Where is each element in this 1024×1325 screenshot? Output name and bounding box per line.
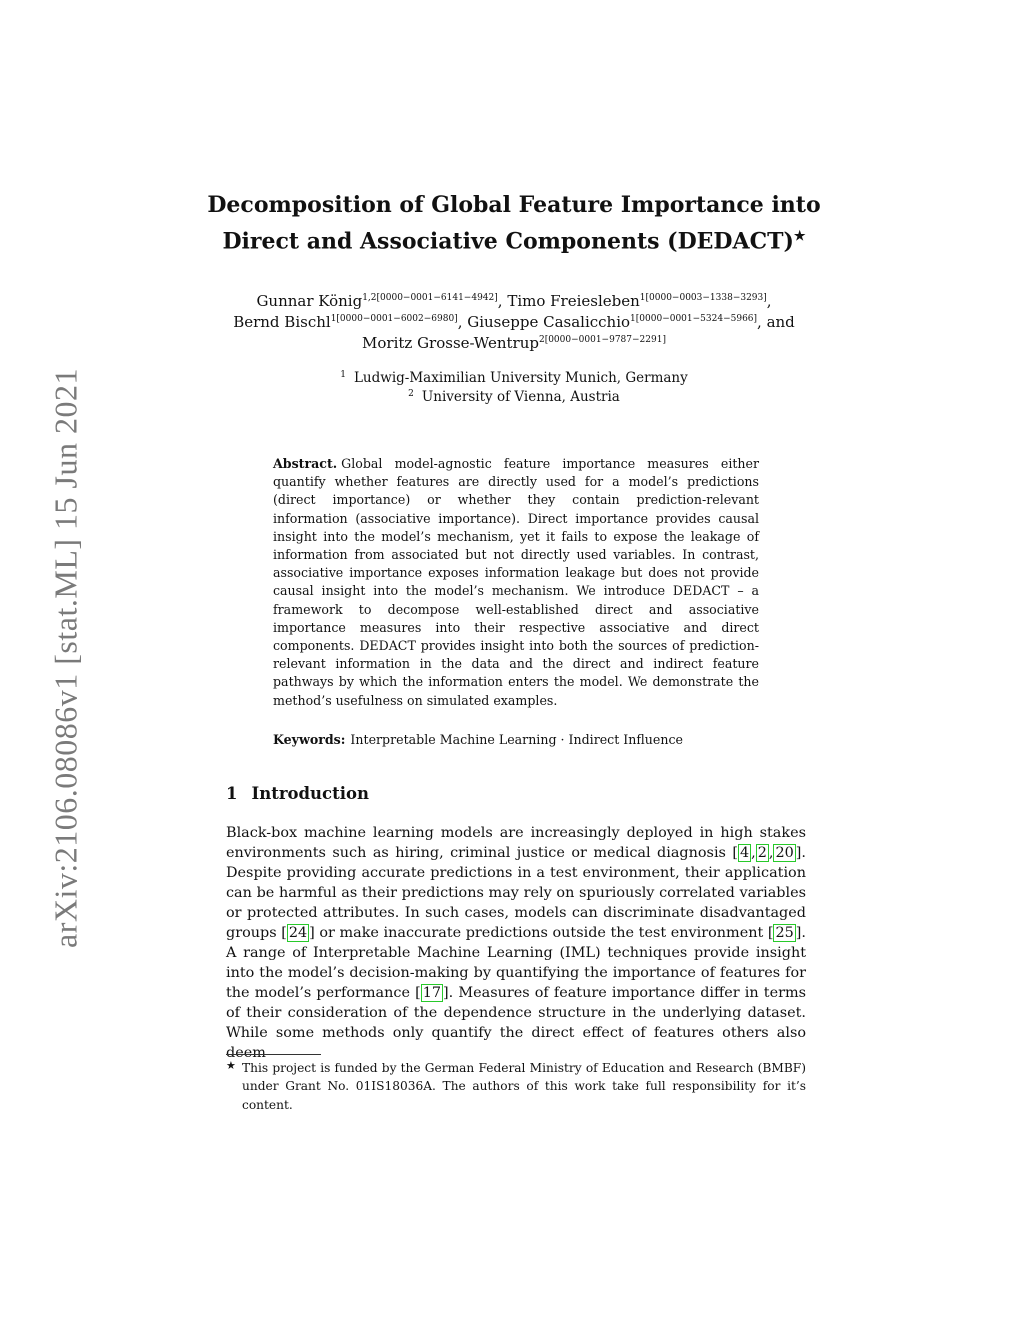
author-orcid[interactable]: 1[0000−0003−1338−3293] xyxy=(639,293,767,303)
section-title: Introduction xyxy=(251,784,369,803)
abstract-text: Global model-agnostic feature importance measures either quantify whether features are directly used for a model’s predictions (direct importance) or whether they contain prediction-relevant information (associative importance). Direct importance provides causal insight into the model’s mechanism, yet it fails to expose the leakage of information from associated but not directly used variables. In contrast, associative importance exposes information leakage but does not provide causal insight into the model’s mechanism. We introduce DEDACT – a framework to decompose well-established direct and associative importance measures into their respective associative and direct components. DEDACT provides insight into both the sources of prediction-relevant information in the data and the direct and indirect feature pathways by which the information enters the model. We demonstrate the method’s usefulness on simulated examples. xyxy=(273,456,759,708)
introduction-paragraph: Black-box machine learning models are increasingly deployed in high stakes environments such as hiring, criminal justice or medical diagnosis [ 4 , 2 , 20 ]. Despite providing accurate predictions in a test environment, their application can be harmful as their predictions may rely on spuriously correlated variables or protected attributes. In such cases, models can discriminate disadvantaged groups [ 24 ] or make inaccurate predictions outside the test environment [ 25 ]. A range of Interpretable Machine Learning (IML) techniques provide insight into the model’s decision-making by quantifying the importance of features for the model’s performance [ 17 ]. Measures of feature importance differ in terms of their consideration of the dependence structure in the underlying dataset. While some methods only quantify the direct effect of features others also deem xyxy=(226,825,806,1061)
keywords xyxy=(273,731,759,749)
citation-link[interactable]: 17 xyxy=(422,985,442,1001)
affiliation-item: $^1$ Ludwig-Maximilian University Munich, Germany xyxy=(340,370,688,386)
affiliation-item: $^2$ University of Vienna, Austria xyxy=(408,389,620,405)
footnote-text: This project is funded by the German Federal Ministry of Education and Research (BMBF) under Grant No. 01IS18036A. The authors of this work take full responsibility for it’s content. xyxy=(242,1061,806,1112)
citation-link[interactable]: 25 xyxy=(775,925,794,941)
arxiv-identifier-stamp: arXiv:2106.08086v1 [stat.ML] 15 Jun 2021 xyxy=(47,368,84,948)
author-name: Giuseppe Casalicchio xyxy=(467,313,631,331)
citation-link[interactable]: 20 xyxy=(775,845,794,861)
author-orcid[interactable]: 2[0000−0001−9787−2291] xyxy=(538,335,666,345)
footnote-divider xyxy=(226,1054,321,1055)
section-number: 1 xyxy=(226,784,238,803)
section-heading-introduction xyxy=(226,782,806,806)
citation-link[interactable]: 4 xyxy=(740,845,750,861)
title-line-1: Decomposition of Global Feature Importance into xyxy=(207,192,821,218)
citation-link[interactable]: 24 xyxy=(288,925,308,941)
author-name: Timo Freiesleben xyxy=(507,292,640,310)
title-line-2: Direct and Associative Components (DEDACT)★ xyxy=(222,228,806,255)
keywords-text: Interpretable Machine Learning · Indirect Influence xyxy=(350,732,683,747)
affiliation-list xyxy=(200,369,828,407)
author-orcid[interactable]: 1[0000−0001−5324−5966] xyxy=(630,314,758,324)
author-orcid[interactable]: 1,2[0000−0001−6141−4942] xyxy=(362,293,498,303)
author-name: Bernd Bischl xyxy=(233,313,331,331)
keywords-label: Keywords: xyxy=(273,732,346,747)
author-name: Gunnar König xyxy=(256,292,363,310)
citation-link[interactable]: 2 xyxy=(757,845,767,861)
author-orcid[interactable]: 1[0000−0001−6002−6980] xyxy=(330,314,458,324)
paper-title xyxy=(200,190,828,257)
abstract xyxy=(273,455,759,710)
author-list: Gunnar König$^{1,2[0000-0001-6141-4942]}$, Timo Freiesleben$^{1[0000-0003-1338-3293]}$, Bernd Bischl$^{1[0000-0001-6002-6980]}$, Giuseppe Casalicchio$^{1[0000-0001-5324-5966]}$, and Moritz Grosse-Wentrup$^{2[0000-0001-9787-2291]}$ xyxy=(233,292,795,352)
abstract-label: Abstract. xyxy=(273,456,338,471)
title-footnote-mark[interactable]: ★ xyxy=(793,229,806,244)
author-name: Moritz Grosse-Wentrup xyxy=(362,334,539,352)
footnote: ★ This project is funded by the German Federal Ministry of Education and Research (BMBF) under Grant No. 01IS18036A. The authors of this work take full responsibility for it’s content. xyxy=(226,1059,806,1112)
